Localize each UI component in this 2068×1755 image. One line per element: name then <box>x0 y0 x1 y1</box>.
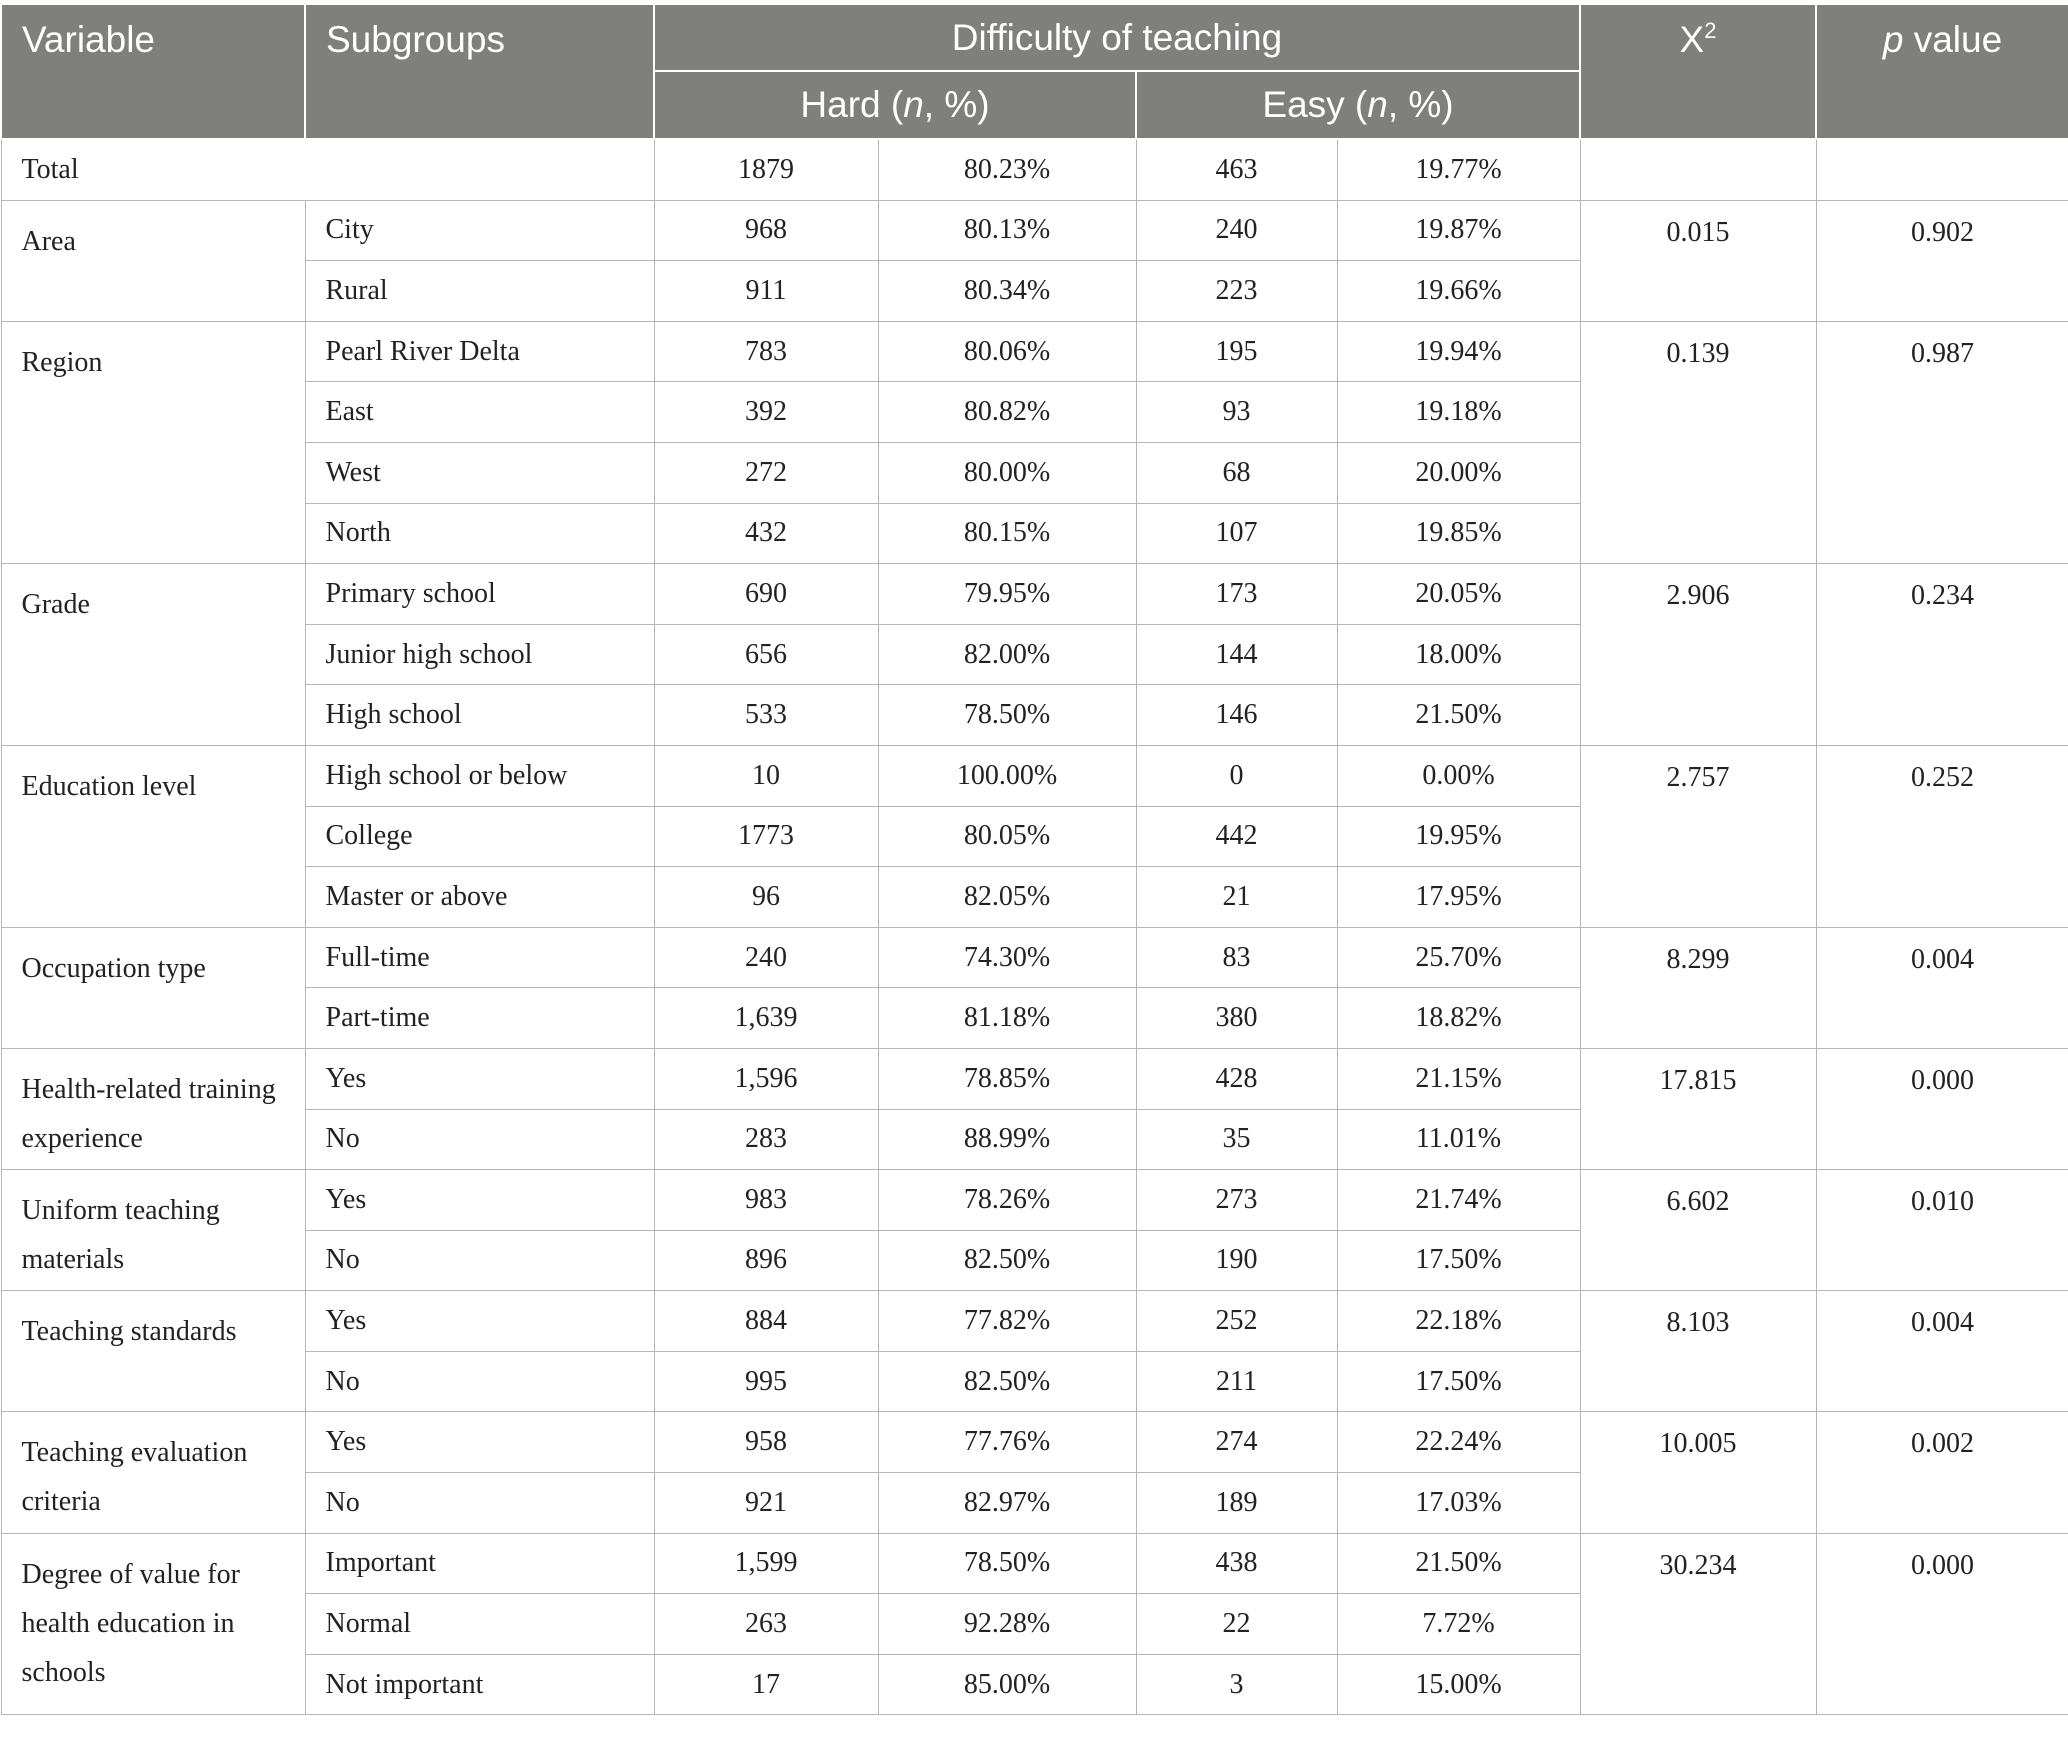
hard-pct-cell: 92.28% <box>878 1594 1136 1655</box>
subgroup-cell: Primary school <box>305 564 654 625</box>
hard-n-cell: 968 <box>654 200 878 261</box>
subgroup-cell: Pearl River Delta <box>305 321 654 382</box>
easy-pct-cell: 21.74% <box>1337 1170 1580 1231</box>
hard-n-cell: 533 <box>654 685 878 746</box>
subgroup-cell: Yes <box>305 1048 654 1109</box>
hard-pct-cell: 88.99% <box>878 1109 1136 1170</box>
easy-n-cell: 211 <box>1136 1351 1337 1412</box>
variable-cell: Area <box>1 200 305 321</box>
easy-n-cell: 93 <box>1136 382 1337 443</box>
easy-pct-cell: 19.66% <box>1337 261 1580 322</box>
easy-pct-cell: 19.95% <box>1337 806 1580 867</box>
hard-n-cell: 690 <box>654 564 878 625</box>
table-row <box>1 1291 2068 1352</box>
table-row <box>1 1412 2068 1473</box>
subgroup-cell: Part-time <box>305 988 654 1049</box>
subgroup-cell: Master or above <box>305 867 654 928</box>
easy-n-cell: 35 <box>1136 1109 1337 1170</box>
hard-pct-cell: 81.18% <box>878 988 1136 1049</box>
easy-pct-suffix: , %) <box>1387 84 1454 125</box>
total-chi-square <box>1580 139 1816 200</box>
chi-square-symbol: X <box>1679 19 1705 60</box>
easy-n-cell: 189 <box>1136 1473 1337 1534</box>
subgroup-cell: Full-time <box>305 927 654 988</box>
table-row <box>1 1170 2068 1231</box>
subgroup-cell: No <box>305 1230 654 1291</box>
hard-pct-cell: 82.05% <box>878 867 1136 928</box>
total-easy-n: 463 <box>1136 139 1337 200</box>
table-header <box>1 5 2068 139</box>
variable-cell: Occupation type <box>1 927 305 1048</box>
subgroup-cell: No <box>305 1109 654 1170</box>
easy-n-cell: 83 <box>1136 927 1337 988</box>
subgroup-cell: Yes <box>305 1291 654 1352</box>
easy-pct-cell: 0.00% <box>1337 745 1580 806</box>
table-row <box>1 200 2068 261</box>
easy-pct-cell: 17.50% <box>1337 1230 1580 1291</box>
chi-square-cell: 2.906 <box>1580 564 1816 746</box>
easy-n-cell: 442 <box>1136 806 1337 867</box>
hard-n-cell: 96 <box>654 867 878 928</box>
subgroup-cell: Important <box>305 1533 654 1594</box>
table-row <box>1 1048 2068 1109</box>
easy-pct-cell: 21.50% <box>1337 685 1580 746</box>
easy-pct-cell: 22.18% <box>1337 1291 1580 1352</box>
easy-n-cell: 428 <box>1136 1048 1337 1109</box>
hard-pct-cell: 80.15% <box>878 503 1136 564</box>
hard-n-cell: 995 <box>654 1351 878 1412</box>
subgroup-cell: North <box>305 503 654 564</box>
p-value-cell: 0.000 <box>1816 1533 2068 1715</box>
table-row <box>1 321 2068 382</box>
easy-pct-cell: 19.85% <box>1337 503 1580 564</box>
subgroup-cell: High school or below <box>305 745 654 806</box>
chi-square-superscript: 2 <box>1704 18 1717 43</box>
easy-n-cell: 240 <box>1136 200 1337 261</box>
chi-square-cell: 10.005 <box>1580 1412 1816 1533</box>
table-row <box>1 745 2068 806</box>
total-hard-pct: 80.23% <box>878 139 1136 200</box>
chi-square-cell: 2.757 <box>1580 745 1816 927</box>
hard-n-symbol: n <box>903 84 924 125</box>
hard-n-cell: 10 <box>654 745 878 806</box>
easy-n-cell: 146 <box>1136 685 1337 746</box>
subgroup-cell: High school <box>305 685 654 746</box>
results-table <box>0 5 2068 1715</box>
hard-n-cell: 432 <box>654 503 878 564</box>
variable-cell: Degree of value for health education in schools <box>1 1533 305 1715</box>
total-p-value <box>1816 139 2068 200</box>
easy-pct-cell: 21.15% <box>1337 1048 1580 1109</box>
variable-cell: Health-related training experience <box>1 1048 305 1169</box>
hard-n-cell: 921 <box>654 1473 878 1534</box>
p-value-cell: 0.000 <box>1816 1048 2068 1169</box>
p-value-cell: 0.902 <box>1816 200 2068 321</box>
p-value-cell: 0.987 <box>1816 321 2068 563</box>
easy-n-cell: 107 <box>1136 503 1337 564</box>
hard-n-cell: 240 <box>654 927 878 988</box>
hard-pct-cell: 79.95% <box>878 564 1136 625</box>
hard-pct-cell: 78.50% <box>878 685 1136 746</box>
easy-n-symbol: n <box>1367 84 1388 125</box>
easy-n-cell: 3 <box>1136 1654 1337 1715</box>
subgroup-cell: Yes <box>305 1412 654 1473</box>
header-chi-square <box>1580 5 1816 139</box>
hard-n-cell: 656 <box>654 624 878 685</box>
chi-square-cell: 6.602 <box>1580 1170 1816 1291</box>
hard-pct-cell: 78.50% <box>878 1533 1136 1594</box>
hard-pct-cell: 82.97% <box>878 1473 1136 1534</box>
header-hard <box>654 71 1136 139</box>
total-easy-pct: 19.77% <box>1337 139 1580 200</box>
easy-pct-cell: 17.50% <box>1337 1351 1580 1412</box>
subgroup-cell: Junior high school <box>305 624 654 685</box>
easy-n-cell: 273 <box>1136 1170 1337 1231</box>
hard-pct-cell: 74.30% <box>878 927 1136 988</box>
header-subgroups: Subgroups <box>305 5 654 139</box>
easy-n-cell: 68 <box>1136 442 1337 503</box>
hard-n-cell: 1,599 <box>654 1533 878 1594</box>
easy-pct-cell: 18.00% <box>1337 624 1580 685</box>
subgroup-cell: No <box>305 1473 654 1534</box>
easy-pct-cell: 19.94% <box>1337 321 1580 382</box>
hard-pct-suffix: , %) <box>923 84 990 125</box>
hard-n-cell: 958 <box>654 1412 878 1473</box>
total-row <box>1 139 2068 200</box>
variable-cell: Region <box>1 321 305 563</box>
subgroup-cell: Normal <box>305 1594 654 1655</box>
easy-pct-cell: 20.05% <box>1337 564 1580 625</box>
chi-square-cell: 0.015 <box>1580 200 1816 321</box>
hard-pct-cell: 80.82% <box>878 382 1136 443</box>
hard-n-cell: 272 <box>654 442 878 503</box>
hard-pct-cell: 78.85% <box>878 1048 1136 1109</box>
hard-pct-cell: 100.00% <box>878 745 1136 806</box>
variable-cell: Teaching evaluation criteria <box>1 1412 305 1533</box>
p-value-cell: 0.010 <box>1816 1170 2068 1291</box>
p-value-cell: 0.004 <box>1816 927 2068 1048</box>
hard-pct-cell: 82.50% <box>878 1230 1136 1291</box>
hard-n-cell: 1773 <box>654 806 878 867</box>
chi-square-cell: 17.815 <box>1580 1048 1816 1169</box>
hard-n-cell: 884 <box>654 1291 878 1352</box>
subgroup-cell: Rural <box>305 261 654 322</box>
header-easy <box>1136 71 1580 139</box>
hard-n-cell: 283 <box>654 1109 878 1170</box>
easy-n-cell: 0 <box>1136 745 1337 806</box>
table-body <box>1 139 2068 1715</box>
hard-pct-cell: 85.00% <box>878 1654 1136 1715</box>
easy-n-cell: 252 <box>1136 1291 1337 1352</box>
table-row <box>1 564 2068 625</box>
header-p-value <box>1816 5 2068 139</box>
easy-n-cell: 190 <box>1136 1230 1337 1291</box>
p-value-cell: 0.002 <box>1816 1412 2068 1533</box>
hard-n-cell: 392 <box>654 382 878 443</box>
p-value-cell: 0.004 <box>1816 1291 2068 1412</box>
variable-cell: Uniform teaching materials <box>1 1170 305 1291</box>
subgroup-cell: College <box>305 806 654 867</box>
total-hard-n: 1879 <box>654 139 878 200</box>
hard-pct-cell: 77.76% <box>878 1412 1136 1473</box>
hard-pct-cell: 80.00% <box>878 442 1136 503</box>
p-value-label: value <box>1903 19 2003 60</box>
chi-square-cell: 0.139 <box>1580 321 1816 563</box>
hard-n-cell: 1,639 <box>654 988 878 1049</box>
hard-n-cell: 17 <box>654 1654 878 1715</box>
easy-label: Easy ( <box>1262 84 1368 125</box>
easy-pct-cell: 20.00% <box>1337 442 1580 503</box>
easy-pct-cell: 7.72% <box>1337 1594 1580 1655</box>
easy-pct-cell: 17.95% <box>1337 867 1580 928</box>
easy-n-cell: 274 <box>1136 1412 1337 1473</box>
easy-n-cell: 223 <box>1136 261 1337 322</box>
easy-n-cell: 21 <box>1136 867 1337 928</box>
subgroup-cell: East <box>305 382 654 443</box>
variable-cell: Teaching standards <box>1 1291 305 1412</box>
easy-pct-cell: 19.87% <box>1337 200 1580 261</box>
subgroup-cell: City <box>305 200 654 261</box>
easy-pct-cell: 11.01% <box>1337 1109 1580 1170</box>
easy-pct-cell: 17.03% <box>1337 1473 1580 1534</box>
hard-pct-cell: 80.05% <box>878 806 1136 867</box>
easy-pct-cell: 19.18% <box>1337 382 1580 443</box>
easy-n-cell: 438 <box>1136 1533 1337 1594</box>
hard-pct-cell: 78.26% <box>878 1170 1136 1231</box>
p-symbol: p <box>1882 19 1904 60</box>
variable-cell: Education level <box>1 745 305 927</box>
hard-pct-cell: 82.50% <box>878 1351 1136 1412</box>
hard-pct-cell: 82.00% <box>878 624 1136 685</box>
hard-label: Hard ( <box>800 84 904 125</box>
chi-square-cell: 8.103 <box>1580 1291 1816 1412</box>
hard-pct-cell: 80.06% <box>878 321 1136 382</box>
easy-n-cell: 380 <box>1136 988 1337 1049</box>
total-label: Total <box>1 139 654 200</box>
hard-n-cell: 983 <box>654 1170 878 1231</box>
table-row <box>1 927 2068 988</box>
p-value-cell: 0.234 <box>1816 564 2068 746</box>
hard-n-cell: 783 <box>654 321 878 382</box>
header-difficulty: Difficulty of teaching <box>654 5 1580 71</box>
easy-n-cell: 195 <box>1136 321 1337 382</box>
table-row <box>1 1533 2068 1594</box>
hard-n-cell: 263 <box>654 1594 878 1655</box>
hard-pct-cell: 80.13% <box>878 200 1136 261</box>
hard-n-cell: 1,596 <box>654 1048 878 1109</box>
easy-n-cell: 173 <box>1136 564 1337 625</box>
subgroup-cell: Yes <box>305 1170 654 1231</box>
subgroup-cell: Not important <box>305 1654 654 1715</box>
chi-square-cell: 30.234 <box>1580 1533 1816 1715</box>
chi-square-cell: 8.299 <box>1580 927 1816 1048</box>
subgroup-cell: West <box>305 442 654 503</box>
hard-n-cell: 896 <box>654 1230 878 1291</box>
p-value-cell: 0.252 <box>1816 745 2068 927</box>
hard-pct-cell: 80.34% <box>878 261 1136 322</box>
hard-n-cell: 911 <box>654 261 878 322</box>
hard-pct-cell: 77.82% <box>878 1291 1136 1352</box>
easy-pct-cell: 22.24% <box>1337 1412 1580 1473</box>
easy-pct-cell: 25.70% <box>1337 927 1580 988</box>
easy-n-cell: 144 <box>1136 624 1337 685</box>
easy-pct-cell: 21.50% <box>1337 1533 1580 1594</box>
variable-cell: Grade <box>1 564 305 746</box>
easy-pct-cell: 18.82% <box>1337 988 1580 1049</box>
subgroup-cell: No <box>305 1351 654 1412</box>
easy-pct-cell: 15.00% <box>1337 1654 1580 1715</box>
easy-n-cell: 22 <box>1136 1594 1337 1655</box>
header-variable: Variable <box>1 5 305 139</box>
